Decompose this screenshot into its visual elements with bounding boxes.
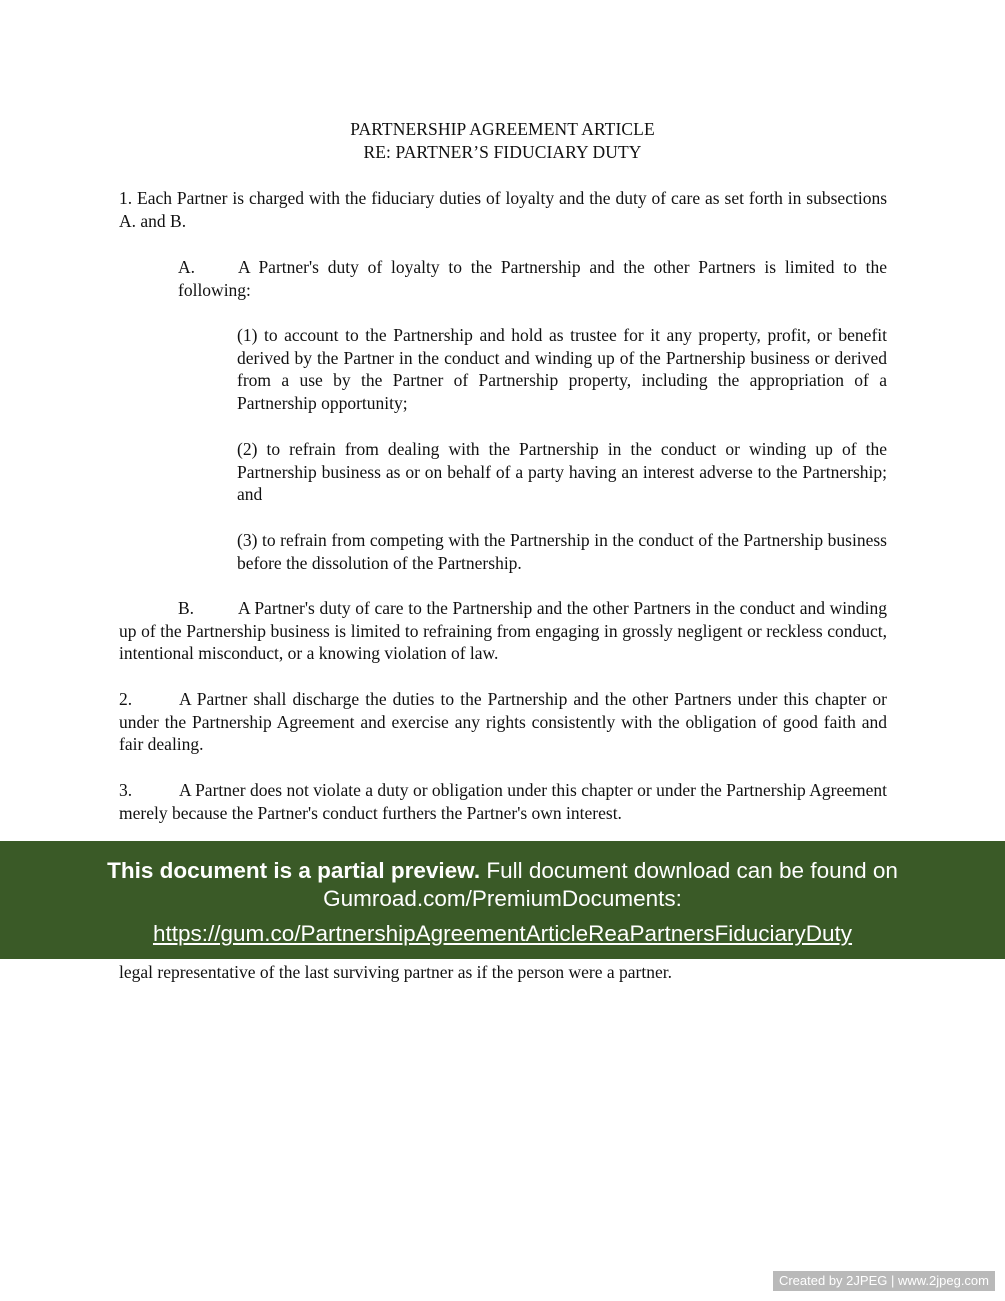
- document-title-line1: PARTNERSHIP AGREEMENT ARTICLE: [350, 119, 655, 139]
- section-1-paragraph: 1. Each Partner is charged with the fiduciary duties of loyalty and the duty of care as set forth in subsections A. and B.: [119, 188, 887, 231]
- section-b-label: B.: [178, 598, 195, 618]
- section-3-text: A Partner does not violate a duty or obligation under this chapter or under the Partnership Agreement merely because the Partner's conduct furthers the Partner's own interest.: [119, 780, 887, 823]
- loyalty-item-1: (1) to account to the Partnership and hold as trustee for it any property, profit, or benefit derived by the Partner in the conduct and winding up of the Partnership business or derived from a use by the Partner of Partnership property, including the appropriation of a Partnership opportunity;: [237, 325, 887, 414]
- download-link[interactable]: https://gum.co/PartnershipAgreementArticleReaPartnersFiduciaryDuty: [152, 921, 853, 946]
- banner-message: [0, 857, 1005, 913]
- loyalty-item-2: (2) to refrain from dealing with the Partnership in the conduct or winding up of the Partnership business as or on behalf of a party having an interest adverse to the Partnership; and: [237, 439, 887, 505]
- preview-banner: [0, 841, 1005, 959]
- banner-normal-text: Full document download can be found on Gumroad.com/PremiumDocuments:: [323, 858, 898, 911]
- document-title-line2: RE: PARTNER’S FIDUCIARY DUTY: [363, 142, 642, 162]
- section-a-label: A.: [178, 257, 196, 277]
- watermark-label: Created by 2JPEG | www.2jpeg.com: [773, 1271, 995, 1291]
- section-2-label: 2.: [119, 689, 133, 709]
- section-a-text: A Partner's duty of loyalty to the Partnership and the other Partners is limited to the following:: [178, 257, 887, 300]
- banner-bold-text: This document is a partial preview.: [107, 858, 481, 883]
- section-3-label: 3.: [119, 780, 133, 800]
- section-2-paragraph: [119, 688, 887, 756]
- section-3-paragraph: [119, 779, 887, 824]
- section-b-paragraph: [119, 597, 887, 665]
- section-b-text: A Partner's duty of care to the Partnership and the other Partners in the conduct and winding up of the Partnership business is limited to refraining from engaging in grossly negligent or reckless conduct, intentional misconduct, or a knowing violation of law.: [119, 598, 887, 664]
- section-2-text: A Partner shall discharge the duties to the Partnership and the other Partners under this chapter or under the Partnership Agreement and exercise any rights consistently with the obligation of good faith and fair dealing.: [119, 689, 887, 755]
- trailing-paragraph-line: legal representative of the last surviving partner as if the person were a partner.: [119, 962, 672, 982]
- section-a-paragraph: [178, 256, 887, 301]
- loyalty-item-3: (3) to refrain from competing with the Partnership in the conduct of the Partnership business before the dissolution of the Partnership.: [237, 530, 887, 573]
